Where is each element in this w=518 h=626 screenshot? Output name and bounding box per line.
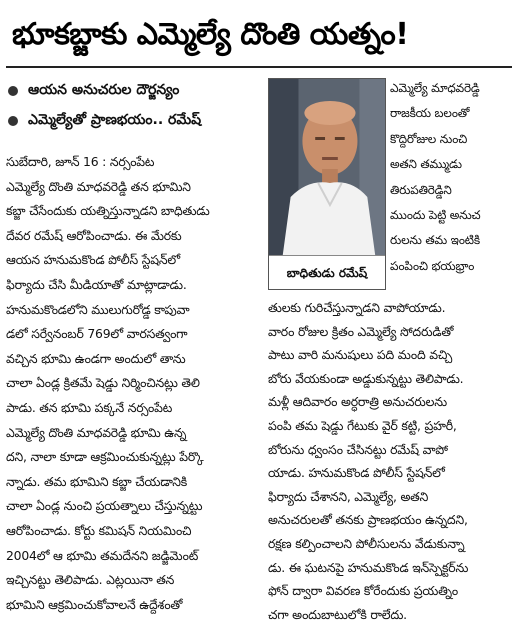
subhead xyxy=(8,106,260,136)
text-line: దేవర రమేష్ ఆరోపించాడు. ఈ మేరకు xyxy=(6,227,182,243)
text-line: డు. ఈ ఘటనపై హనుమకొండ ఇన్‌స్పెక్టర్‌ను xyxy=(268,559,469,575)
text-line: 2004లో ఆ భూమి తమదేనని జడ్జిమెంట్ xyxy=(6,547,199,563)
text-line: ముందు పెట్టి అనుచ xyxy=(390,207,481,222)
text-line: బోరు వేయకుండా అడ్డుకున్నట్టు తెలిపాడు. xyxy=(268,370,464,386)
text-line: ఫిర్యాదు చేశానని, ఎమ్మెల్యే, అతని xyxy=(268,488,429,504)
subheads xyxy=(8,76,260,136)
subhead xyxy=(8,76,260,106)
text-line: ఎమ్మెల్యే మాధవరెడ్డి xyxy=(390,81,480,95)
portrait-image xyxy=(269,79,385,255)
text-line: కబ్జా చేసేందుకు యత్నిస్తున్నాడని బాధితుడు xyxy=(6,203,210,219)
text-line: చాలా ఏండ్ల నుంచి ప్రయత్నాలు చేస్తున్నట్టు xyxy=(6,498,203,514)
text-line: కొద్దిరోజుల నుంచి xyxy=(390,131,468,146)
text-line: పాటు వారి మనుషులు పది మంది వచ్చి xyxy=(268,347,453,363)
text-line: సుబేదారి, జూన్ 16 : నర్సంపేట xyxy=(6,154,155,169)
text-line: ఆయన హనుమకొండ పోలీస్ స్టేషన్‌లో xyxy=(6,252,180,268)
photo-caption: బాధితుడు రమేష్ xyxy=(269,255,385,289)
text-line: వారం రోజుల క్రితం ఎమ్మెల్యే సోదరుడితో xyxy=(268,323,454,339)
text-line: బోరును ధ్వంసం చేసినట్టు రమేష్ వాపో xyxy=(268,441,448,457)
text-line: ఫోన్ ద్వారా వివరణ కోరేందుకు ప్రయత్నిం xyxy=(268,583,458,599)
text-line: రాజకీయ బలంతో xyxy=(390,106,470,121)
text-line: వచ్చిన భూమి ఉండగా అందులో తాను xyxy=(6,350,186,366)
text-line: భూమిని ఆక్రమించుకోవాలనే ఉద్దేశంతో xyxy=(6,596,183,612)
text-line: డలో సర్వేనంబర్ 769లో వారసత్వంగా xyxy=(6,326,188,342)
text-line: తిరుపతిరెడ్డిని xyxy=(390,182,452,197)
article-column-right-top xyxy=(390,76,512,292)
text-line: హనుమకొండలోని ములుగురోడ్డ కాపువా xyxy=(6,301,190,317)
headline-divider xyxy=(6,66,512,68)
headline: భూకబ్జాకు ఎమ్మెల్యే దొంతి యత్నం! xyxy=(12,17,409,52)
text-line: అతని తమ్ముడు xyxy=(390,157,462,172)
text-line: చాలా ఏండ్ల క్రితమే షెడ్డు నిర్మించినట్లు తెలి xyxy=(6,375,200,391)
text-line: ఎమ్మెల్యే దొంతి మాధవరెడ్డి భూమి ఉన్న xyxy=(6,424,187,440)
text-line: రక్షణ కల్పించాలని పోలీసులను వేడుకున్నా xyxy=(268,535,465,551)
text-line: పంపించి భయభ్రాం xyxy=(390,258,475,273)
bullet-icon xyxy=(8,116,18,126)
text-line: మళ్లీ ఆదివారం అర్ధరాత్రి అనుచరులను xyxy=(268,394,448,410)
text-line: చగా అందుబాటులోకి రాలేదు. xyxy=(268,606,407,622)
text-line: ఫిర్యాదు చేసి మీడియాతో మాట్లాడాడు. xyxy=(6,276,187,292)
article-column-left xyxy=(6,150,262,612)
text-line: ఇచ్చినట్టు తెలిపాడు. ఎట్లయినా తన xyxy=(6,572,175,588)
text-line: అనుచరులతో తనకు ప్రాణభయం ఉన్నదని, xyxy=(268,512,468,528)
text-line: పంపి తమ షెడ్డు గేటుకు వైర్ కట్టి, ప్రహరీ, xyxy=(268,417,457,433)
subhead-text: ఎమ్మెల్యేతో ప్రాణభయం.. రమేష్ xyxy=(28,111,202,128)
text-line: దని, నాలా కూడా ఆక్రమించుకున్నట్లు పేర్కొ xyxy=(6,449,204,465)
subhead-text: ఆయన అనుచరుల దౌర్జన్యం xyxy=(28,81,180,98)
text-line: తులకు గురిచేస్తున్నాడని వాపోయాడు. xyxy=(268,300,446,315)
text-line: యాడు. హనుమకొండ పోలీస్ స్టేషన్‌లో xyxy=(268,465,445,481)
text-line: ఆరోపించాడు. కోర్టు కమిషన్ నియమించి xyxy=(6,522,192,538)
victim-photo xyxy=(268,78,386,290)
text-line: న్నాడు. తమ భూమిని కబ్జా చేయడానికి xyxy=(6,473,188,489)
article-column-right-bottom xyxy=(268,296,514,622)
text-line: పాడు. తన భూమి పక్కనే నర్సంపేట xyxy=(6,399,173,415)
text-line: ఎమ్మెల్యే దొంతి మాధవరెడ్డి తన భూమిని xyxy=(6,178,191,194)
bullet-icon xyxy=(8,86,18,96)
text-line: రులను తమ ఇంటికి xyxy=(390,233,480,248)
